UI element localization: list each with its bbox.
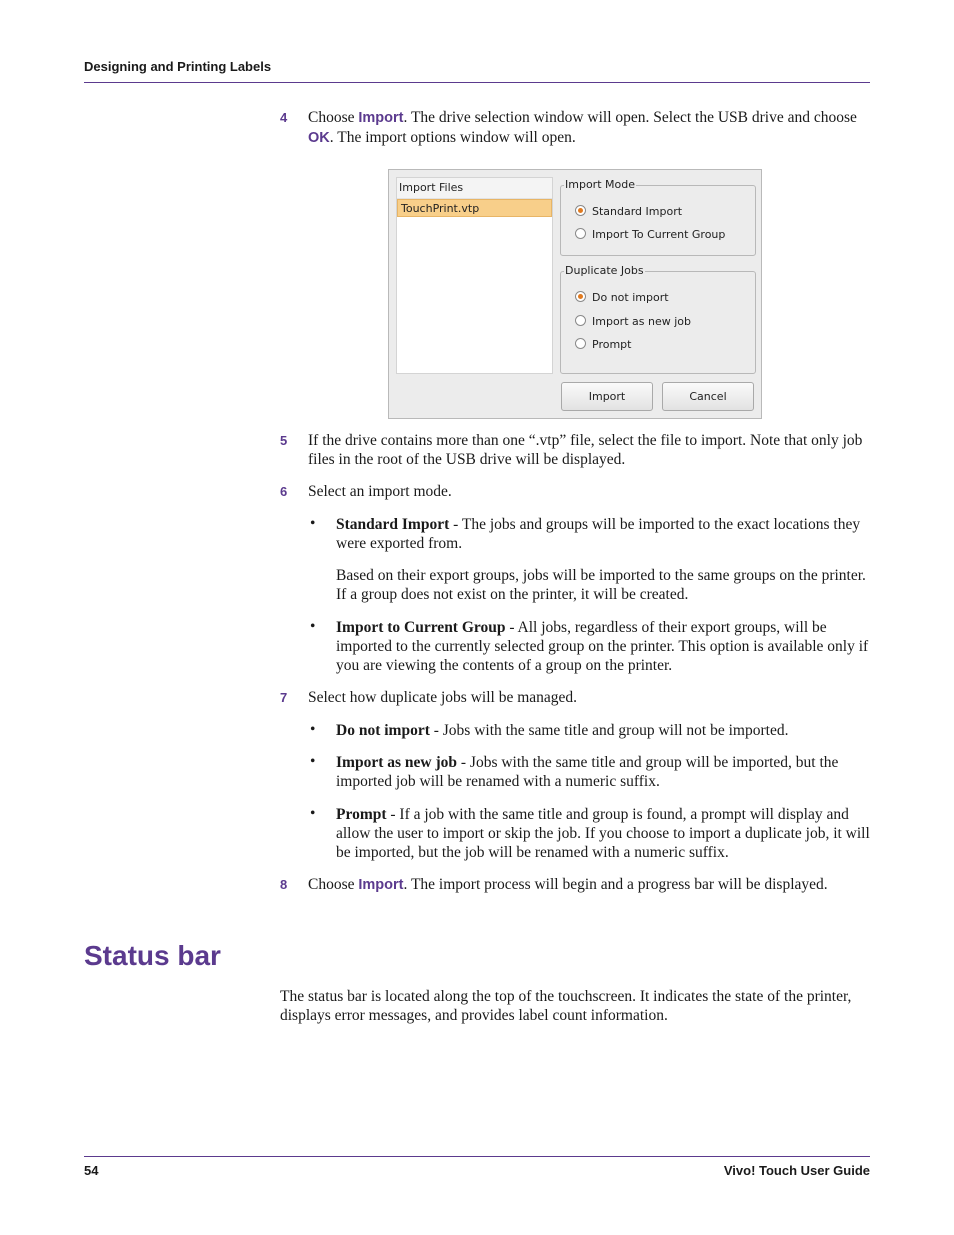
bullet-prompt: Prompt - If a job with the same title and group is found, a prompt will display and allow the user to import or skip the job. If you choose to import a duplicate job, it will be imported, but the job will be renamed with a numeric suffix. [336,806,870,861]
radio-selected-icon [575,205,586,216]
import-files-list [396,177,553,374]
step-number: 7 [280,690,288,705]
ok-ui-ref: OK [308,130,330,146]
step-8-text: Choose Import. The import process will begin and a progress bar will be displayed. [308,876,828,893]
radio-do-not-import[interactable]: Do not import [575,291,669,305]
step-number: 4 [280,110,288,125]
import-options-dialog [388,169,762,419]
step-5-text: If the drive contains more than one “.vtp” file, select the file to import. Note that only job files in the root of the USB drive will be displayed. [308,432,863,468]
radio-selected-icon [575,291,586,302]
radio-import-to-current-group[interactable]: Import To Current Group [575,228,725,242]
standard-import-note: Based on their export groups, jobs will be imported to the same groups on the printer. If a group does not exist on the printer, it will be created. [336,567,866,603]
step-7-text: Select how duplicate jobs will be managed. [308,689,578,706]
bullet-standard-import: Standard Import - The jobs and groups will be imported to the exact locations they were exported from. [336,516,861,552]
import-mode-group [560,178,756,256]
import-ui-ref: Import [358,877,404,893]
bullet-glyph: • [310,805,316,822]
bullet-import-as-new-job: Import as new job - Jobs with the same title and group will be imported, but the imported job will be renamed with a numeric suffix. [336,754,839,790]
file-list-item[interactable]: TouchPrint.vtp [397,199,552,217]
step-number: 6 [280,484,288,499]
import-button[interactable]: Import [561,382,653,411]
radio-import-as-new-job[interactable]: Import as new job [575,315,691,329]
guide-title: Vivo! Touch User Guide [723,1163,870,1178]
radio-unselected-icon [575,338,586,349]
bullet-do-not-import: Do not import - Jobs with the same title and group will not be imported. [336,722,789,739]
cancel-button[interactable]: Cancel [662,382,754,411]
duplicate-jobs-title: Duplicate Jobs [565,264,644,277]
bullet-import-to-current-group: Import to Current Group - All jobs, regardless of their export groups, will be imported to the currently selected group on the printer. This option is available only if you are viewing the contents of a group on the printer. [336,619,869,674]
step-6-text: Select an import mode. [308,483,452,500]
duplicate-jobs-group [560,264,756,374]
section-title: Status bar [84,940,221,971]
page-number: 54 [84,1163,99,1178]
bullet-glyph: • [310,721,316,738]
step-number: 8 [280,877,288,892]
step-4-text: Choose Import. The drive selection window will open. Select the USB drive and choose OK. The import options window will open. [308,109,857,146]
bullet-glyph: • [310,753,316,770]
section-body: The status bar is located along the top of the touchscreen. It indicates the state of the printer, displays error messages, and provides label count information. [280,988,852,1024]
bullet-glyph: • [310,515,316,532]
header-rule [84,82,870,83]
radio-prompt[interactable]: Prompt [575,338,631,352]
footer-rule [84,1156,870,1157]
bullet-glyph: • [310,618,316,635]
import-mode-title: Import Mode [565,178,635,191]
import-files-header: Import Files [397,178,552,199]
step-number: 5 [280,433,288,448]
import-ui-ref: Import [358,110,404,126]
running-header: Designing and Printing Labels [84,59,272,74]
radio-standard-import[interactable]: Standard Import [575,205,682,219]
radio-unselected-icon [575,228,586,239]
radio-unselected-icon [575,315,586,326]
